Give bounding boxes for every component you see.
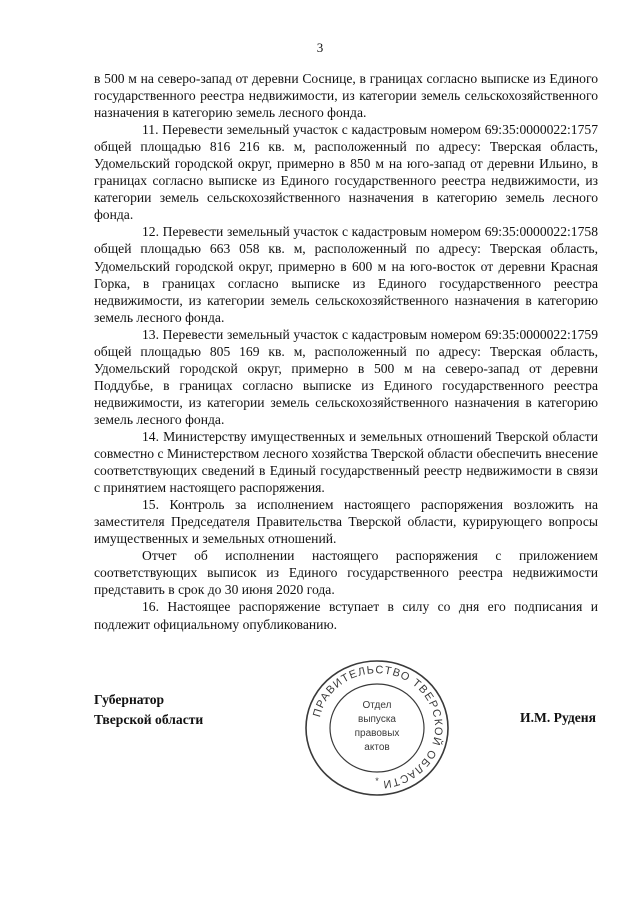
stamp-ring-text: ПРАВИТЕЛЬСТВО ТВЕРСКОЙ ОБЛАСТИ [311,664,445,791]
paragraph-item-16: 16. Настоящее распоряжение вступает в силу со дня его подписания и подлежит официальному опубликованию. [94,599,598,632]
stamp-star-icon: * [375,776,379,786]
paragraph-report: Отчет об исполнении настоящего распоряжения с приложением соответствующих выписок из Единого государственного реестра недвижимости представить в срок до 30 июня 2020 года. [94,548,598,598]
stamp-center-line3: правовых [354,728,400,739]
paragraph-continuation: в 500 м на северо-запад от деревни Соснице, в границах согласно выписке из Единого государственного реестра недвижимости, из категории земель сельскохозяйственного назначения в категорию земель лесного фонда. [94,71,598,121]
signatory-title-line2: Тверской области [94,712,204,727]
paragraph-item-15: 15. Контроль за исполнением настоящего распоряжения возложить на заместителя Председателя Правительства Тверской области, курирующего вопросы имущественных и земельных отношений. [94,497,598,547]
stamp-center-line4: актов [364,742,390,753]
official-stamp [303,658,451,798]
signatory-name: И.М. Руденя [520,710,596,725]
stamp-center-line2: выпуска [358,714,396,725]
paragraph-item-11: 11. Перевести земельный участок с кадастровым номером 69:35:0000022:1757 общей площадью 816 216 кв. м, расположенный по адресу: Тверская область, Удомельский городской округ, примерно в 850 м на юго-запад от деревни Ильино, в границах согласно выписке из Единого государственного реестра недвижимости, из категории земель сельскохозяйственного назначения в категорию земель лесного фонда. [94,122,598,223]
document-body [94,70,598,633]
stamp-center-line1: Отдел [362,700,392,711]
signatory-title [94,690,203,730]
signatory-title-line1: Губернатор [94,692,165,707]
paragraph-item-14: 14. Министерству имущественных и земельных отношений Тверской области совместно с Министерством лесного хозяйства Тверской области обеспечить внесение соответствующих сведений в Единый государственный реестр недвижимости в связи с принятием настоящего распоряжения. [94,428,598,496]
paragraph-item-13: 13. Перевести земельный участок с кадастровым номером 69:35:0000022:1759 общей площадью 805 169 кв. м, расположенный по адресу: Тверская область, Удомельский городской округ, примерно в 500 м на северо-запад от деревни Поддубье, в границах согласно выписке из Единого государственного реестра недвижимости, из категории земель сельскохозяйственного назначения в категорию земель лесного фонда. [94,326,598,427]
page-number: 3 [316,40,324,55]
paragraph-item-12: 12. Перевести земельный участок с кадастровым номером 69:35:0000022:1758 общей площадью 663 058 кв. м, расположенный по адресу: Тверская область, Удомельский городской округ, примерно в 600 м на юго-восток от деревни Красная Горка, в границах согласно выписке из Единого государственного реестра недвижимости, из категории земель сельскохозяйственного назначения в категорию земель лесного фонда. [94,224,598,325]
